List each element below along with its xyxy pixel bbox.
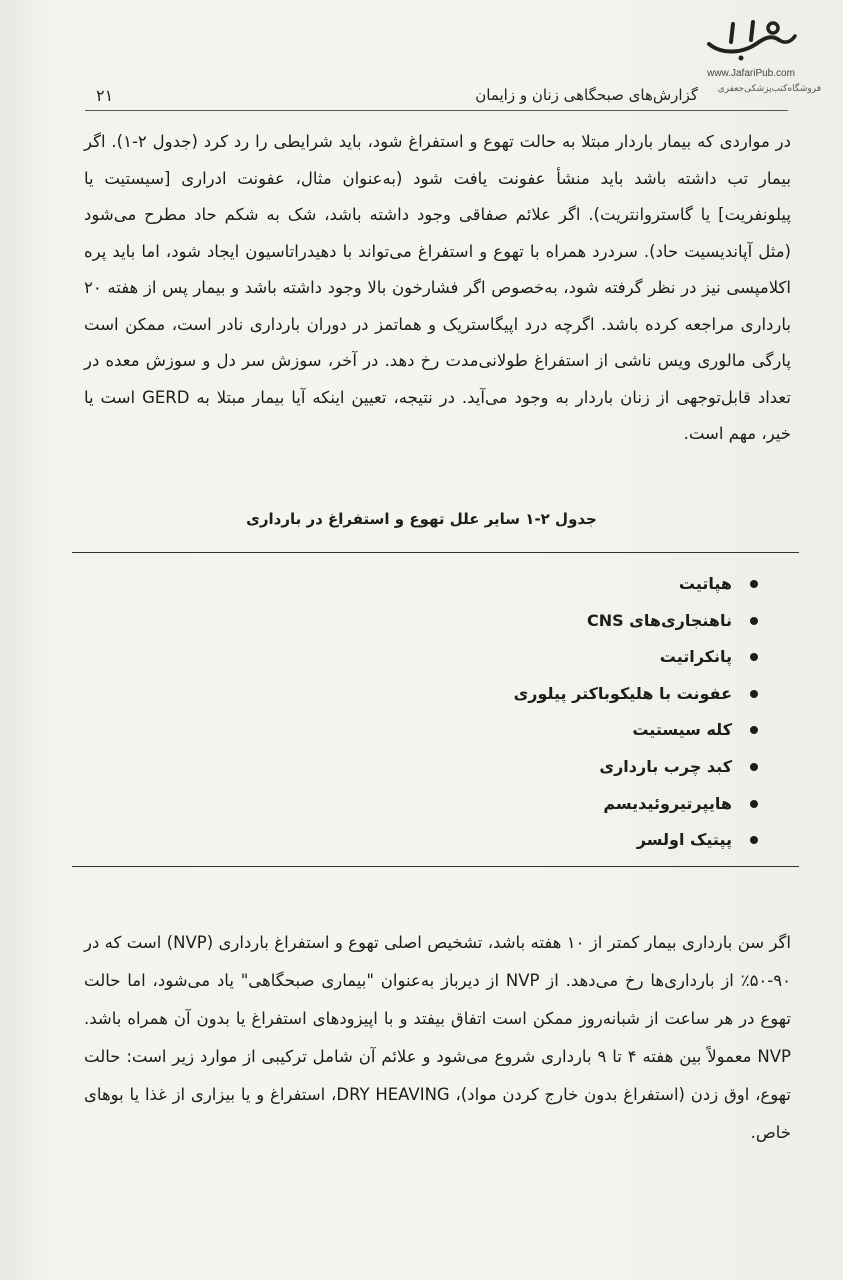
body-paragraph-2: اگر سن بارداری بیمار کمتر از ۱۰ هفته باشد، تشخیص اصلی تهوع و استفراغ بارداری (NVP) است که در ۹۰-۵۰٪ از بارداری‌ها رخ می‌دهد. از NVP از دیرباز به‌عنوان "بیماری صبحگاهی" یاد می‌شود، اما حالت تهوع در هر ساعت از شبانه‌روز ممکن است اتفاق بیفتد و با اپیزودهای استفراغ یا بدون آن همراه باشد. NVP معمولاً بین هفته ۴ تا ۹ بارداری شروع می‌شود و علائم آن شامل ترکیبی از موارد زیر است: حالت تهوع، اوق زدن (استفراغ بدون خارج کردن مواد)، DRY HEAVING، استفراغ و یا بیزاری از غذا یا بوهای خاص.: [84, 933, 791, 1142]
running-title: گزارش‌های صبحگاهی زنان و زایمان: [475, 86, 698, 104]
table-caption: جدول ۲-۱ سایر علل تهوع و استفراغ در بارداری: [246, 510, 597, 528]
bullet-icon: [750, 580, 758, 588]
table-bottom-rule: [72, 866, 799, 867]
bullet-icon: [750, 690, 758, 698]
calligraphy-logo-icon: [701, 14, 801, 62]
bullet-icon: [750, 726, 758, 734]
list-item: هپاتیت: [514, 566, 758, 603]
bullet-icon: [750, 653, 758, 661]
table-top-rule: [72, 552, 799, 553]
publisher-logo: [696, 14, 806, 79]
list-item: کبد چرب بارداری: [514, 749, 758, 786]
list-item: پانکراتیت: [514, 639, 758, 676]
bullet-icon: [750, 617, 758, 625]
publisher-url: www.JafariPub.com: [707, 68, 795, 79]
body-paragraph-1: در مواردی که بیمار باردار مبتلا به حالت تهوع و استفراغ شود، باید شرایطی را رد کرد (جدول ۲-۱). اگر بیمار تب داشته باشد باید منشأ عفونت یافت شود (به‌عنوان مثال، عفونت ادراری [سیستیت یا پیلونفریت] یا گاستروانتریت). اگر علائم صفاقی وجود داشته باشد، شک به شکم حاد مطرح می‌شود (مثل آپاندیسیت حاد). سردرد همراه با تهوع و استفراغ می‌تواند با دهیدراتاسیون ایجاد شود، اما باید پره اکلامپسی نیز در نظر گرفته شود، به‌خصوص اگر فشارخون بالا وجود داشته باشد و بیمار پس از هفته ۲۰ بارداری مراجعه کرده باشد. اگرچه درد اپیگاستریک و هماتمز در دوران بارداری نادر است، ممکن است پارگی مالوری ویس ناشی از استفراغ طولانی‌مدت رخ دهد. در آخر، سوزش سر دل و سوزش معده در تعداد قابل‌توجهی از زنان باردار به وجود می‌آید. در نتیجه، تعیین اینکه آیا بیمار مبتلا به GERD است یا خیر، مهم است.: [84, 132, 791, 443]
list-item: عفونت با هلیکوباکتر پیلوری: [514, 676, 758, 713]
bullet-icon: [750, 836, 758, 844]
bullet-icon: [750, 763, 758, 771]
header-rule: [85, 110, 788, 111]
list-item: کله سیستیت: [514, 712, 758, 749]
list-item: هایپرتیروئیدیسم: [514, 786, 758, 823]
list-item: ناهنجاری‌های CNS: [514, 603, 758, 640]
store-line: فروشگاه‌کتب‌پزشکی‌جعفری: [717, 84, 821, 94]
list-item: پپتیک اولسر: [514, 822, 758, 859]
page-number: ۲۱: [96, 86, 114, 105]
causes-list: [514, 566, 758, 859]
bullet-icon: [750, 800, 758, 808]
